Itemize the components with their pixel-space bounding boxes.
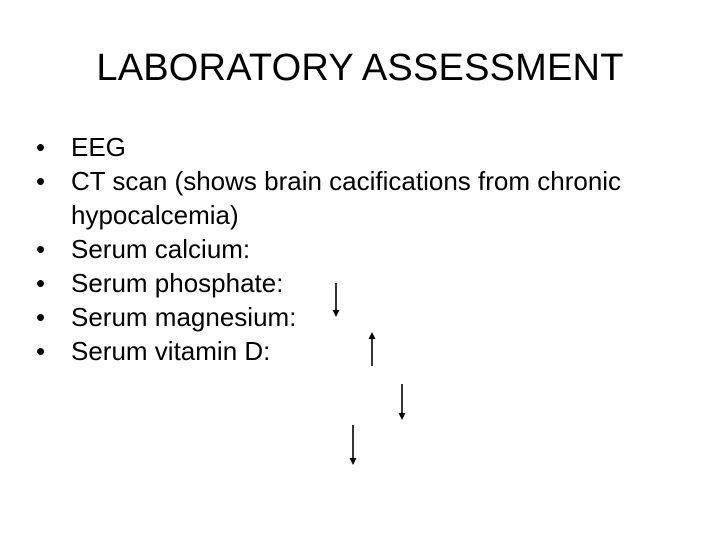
bullet-icon: • bbox=[36, 336, 46, 366]
list-item-serum-magnesium bbox=[36, 300, 676, 334]
list-item-text: EEG bbox=[71, 132, 126, 162]
bullet-icon: • bbox=[36, 132, 46, 162]
list-item-serum-phosphate bbox=[36, 266, 676, 300]
list-item-serum-calcium bbox=[36, 232, 676, 266]
bullet-icon: • bbox=[36, 234, 46, 264]
list-item-eeg bbox=[36, 130, 676, 164]
list-item-text: Serum vitamin D: bbox=[71, 336, 271, 366]
list-item-serum-vitamin-d bbox=[36, 334, 676, 368]
arrow-down-icon bbox=[350, 425, 357, 465]
arrow-down-icon bbox=[399, 384, 406, 420]
list-item-text: CT scan (shows brain cacifications from chronic hypocalcemia) bbox=[71, 166, 622, 230]
list-item-text: Serum calcium: bbox=[71, 234, 251, 264]
list-item-text: Serum magnesium: bbox=[71, 302, 297, 332]
bullet-icon: • bbox=[36, 302, 46, 332]
slide-title: LABORATORY ASSESSMENT bbox=[96, 47, 624, 89]
bullet-icon: • bbox=[36, 268, 46, 298]
list-item-ct-scan bbox=[36, 164, 676, 232]
bullet-list bbox=[36, 130, 676, 368]
bullet-icon: • bbox=[36, 166, 46, 196]
list-item-text: Serum phosphate: bbox=[71, 268, 284, 298]
